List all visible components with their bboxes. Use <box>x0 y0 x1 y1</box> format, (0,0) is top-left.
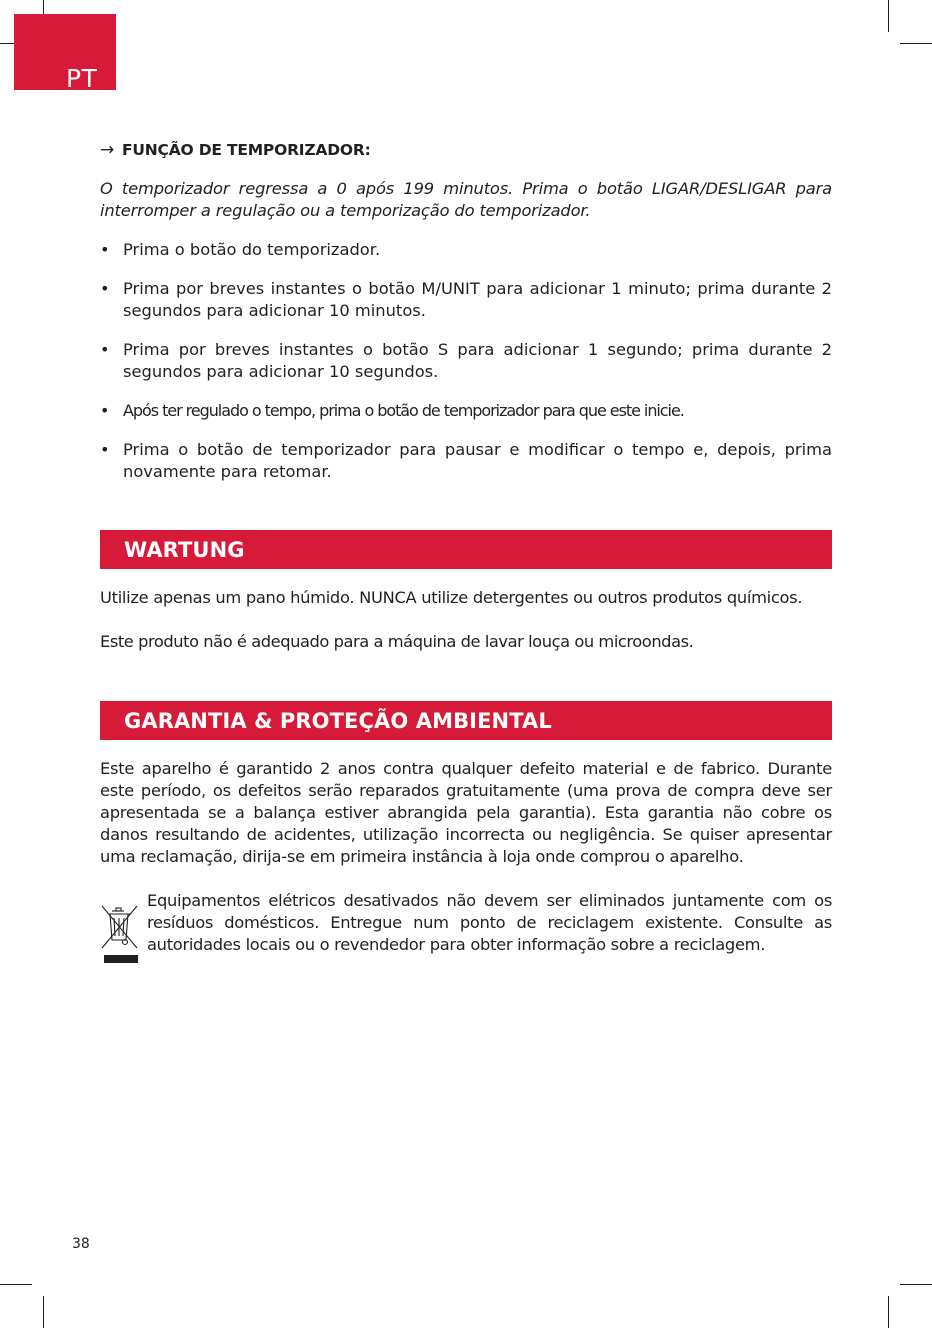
list-item <box>100 239 832 261</box>
warranty-section-header <box>100 701 832 740</box>
crossed-out-wheelie-bin-icon <box>100 902 140 966</box>
list-item <box>100 439 832 483</box>
bullet-icon: • <box>100 401 109 420</box>
section-title: WARTUNG <box>124 537 245 562</box>
bullet-icon: • <box>100 340 110 359</box>
language-tab-label: PT <box>66 64 98 93</box>
timer-heading <box>100 139 832 161</box>
list-item-text: Prima o botão do temporizador. <box>123 240 381 259</box>
crop-mark <box>900 1284 932 1285</box>
timer-heading-text: FUNÇÃO DE TEMPORIZADOR: <box>122 141 371 159</box>
page-number: 38 <box>72 1236 90 1252</box>
crop-mark <box>900 43 932 44</box>
timer-intro: O temporizador regressa a 0 após 199 minutos. Prima o botão LIGAR/DESLIGAR para interromper a regulação ou a temporização do temporizador. <box>100 179 832 220</box>
maintenance-paragraph: Este produto não é adequado para a máquina de lavar louça ou microondas. <box>100 632 694 651</box>
warranty-paragraph: Este aparelho é garantido 2 anos contra qualquer defeito material e de fabrico. Durante este período, os defeitos serão reparados gratuitamente (uma prova de compra deve ser apresentada se a balança estiver abrangida pela garantia). Esta garantia não cobre os danos resultando de acidentes, utilização incorrecta ou negligência. Se quiser apresentar uma reclamação, dirija-se em primeira instância à loja onde comprou o aparelho. <box>100 759 832 866</box>
list-item-text: Prima por breves instantes o botão S para adicionar 1 segundo; prima durante 2 segundos para adicionar 10 segundos. <box>123 340 832 381</box>
crop-mark <box>888 0 889 32</box>
timer-steps-list <box>100 239 832 483</box>
bullet-icon: • <box>100 279 110 298</box>
bullet-icon: • <box>100 240 110 259</box>
maintenance-paragraph: Utilize apenas um pano húmido. NUNCA utilize detergentes ou outros produtos químicos. <box>100 588 803 607</box>
list-item-text: Prima o botão de temporizador para pausar e modificar o tempo e, depois, prima novamente para retomar. <box>123 440 832 481</box>
crop-mark <box>888 1296 889 1328</box>
list-item-text: Após ter regulado o tempo, prima o botão de temporizador para que este inicie. <box>123 401 684 420</box>
list-item <box>100 400 832 422</box>
crop-mark <box>43 1296 44 1328</box>
list-item-text: Prima por breves instantes o botão M/UNIT para adicionar 1 minuto; prima durante 2 segundos para adicionar 10 minutos. <box>123 279 832 320</box>
list-item <box>100 278 832 322</box>
language-tab <box>14 14 116 93</box>
bullet-icon: • <box>100 440 110 459</box>
maintenance-section-header <box>100 530 832 569</box>
timer-section <box>100 139 832 500</box>
recycling-paragraph: Equipamentos elétricos desativados não devem ser eliminados juntamente com os resíduos domésticos. Entregue num ponto de reciclagem existente. Consulte as autoridades locais ou o revendedor para obter informação sobre a reciclagem. <box>147 891 832 954</box>
arrow-right-icon: → <box>100 140 115 160</box>
crop-mark <box>0 1284 32 1285</box>
section-title: GARANTIA & PROTEÇÃO AMBIENTAL <box>124 708 552 733</box>
list-item <box>100 339 832 383</box>
